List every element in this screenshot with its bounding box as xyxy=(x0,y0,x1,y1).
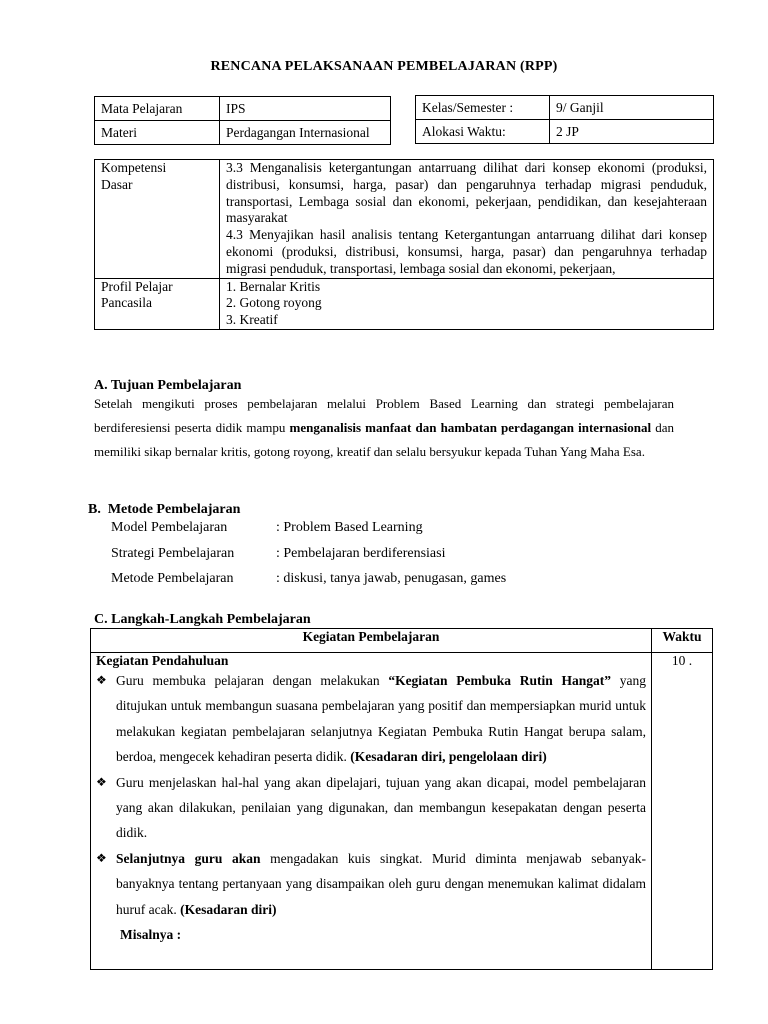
activity-column-header: Kegiatan Pembelajaran xyxy=(91,629,652,653)
method-row xyxy=(111,541,671,567)
bullet-icon: ❖ xyxy=(96,673,107,687)
steps-row xyxy=(91,653,713,970)
steps-table xyxy=(90,628,713,970)
info-value: Perdagangan Internasional xyxy=(220,121,391,145)
info-value: IPS xyxy=(220,97,391,121)
profil-label-line2: Pancasila xyxy=(101,295,152,311)
example-label: Misalnya : xyxy=(120,927,182,943)
list-item xyxy=(96,770,646,846)
section-a-paragraph xyxy=(94,392,674,463)
bullet-icon: ❖ xyxy=(96,774,107,789)
info-row-time xyxy=(416,120,714,144)
bullet-icon: ❖ xyxy=(96,850,107,865)
competency-table xyxy=(94,159,714,330)
kd-4-3: 4.3 Menyajikan hasil analisis tentang Ketergantungan antarruang dilihat dari konsep ekonomi (produksi, distribusi, konsumsi, harga, pasar) dan pengaruhnya terhadap migrasi penduduk, transportasi, lembaga sosial dan ekonomi, pekerjaan, xyxy=(226,227,707,276)
method-label: Strategi Pembelajaran xyxy=(111,545,235,561)
objective-bold: menganalisis manfaat dan hambatan perdagangan internasional xyxy=(289,419,652,435)
profil-content xyxy=(220,278,714,329)
activity-cell xyxy=(91,653,652,970)
section-a-heading: A. Tujuan Pembelajaran xyxy=(94,378,242,393)
kd-label xyxy=(95,160,220,279)
info-label: Alokasi Waktu: xyxy=(416,120,550,144)
profil-item: 3. Kreatif xyxy=(226,312,278,328)
steps-header-row xyxy=(91,629,713,653)
kd-label-line1: Kompetensi xyxy=(101,160,167,175)
method-list xyxy=(111,515,671,592)
profil-label xyxy=(95,278,220,329)
bullet-text: Guru membuka pelajaran dengan melakukan “Kegiatan Pembuka Rutin Hangat” yang ditujukan untuk membangun suasana pembelajaran yang positif dan mempersiapkan murid untuk melakukan kegiatan pembelajaran selanjutnya Kegiatan Pembuka Rutin Hangat berupa salam, berdoa, mengecek kehadiran peserta didik. (Kesadaran diri, pengelolaan diri) xyxy=(116,673,647,765)
info-label: Materi xyxy=(95,121,220,145)
kd-label-line2: Dasar xyxy=(101,176,133,192)
info-row-class xyxy=(416,96,714,120)
list-item xyxy=(96,846,646,922)
objective-text-end: dan memiliki sikap bernalar kritis, gotong royong, kreatif dan selalu bersyukur kepada Tuhan Yang Maha Esa. xyxy=(94,419,674,459)
section-c-heading: C. Langkah-Langkah Pembelajaran xyxy=(94,612,311,627)
profil-label-line1: Profil Pelajar xyxy=(101,278,173,294)
section-b-heading: B. Metode Pembelajaran xyxy=(88,502,241,517)
method-label: Model Pembelajaran xyxy=(111,520,228,535)
document-title: RENCANA PELAKSANAAN PEMBELAJARAN (RPP) xyxy=(210,59,558,74)
info-table-left xyxy=(94,96,391,145)
bullet-text: Selanjutnya guru akan mengadakan kuis singkat. Murid diminta menjawab sebanyak-banyaknya tentang pertanyaan yang disampaikan oleh guru dengan menemukan kalimat didalam huruf acak. (Kesadaran diri) xyxy=(116,850,646,917)
info-label: Kelas/Semester : xyxy=(416,96,550,120)
profil-item: 2. Gotong royong xyxy=(226,295,322,311)
info-row-material xyxy=(95,121,391,145)
kd-3-3: 3.3 Menganalisis ketergantungan antarruang dilihat dari konsep ekonomi (produksi, distribusi, konsumsi, harga, pasar) dan pengaruhnya terhadap migrasi penduduk, transportasi, Lembaga sosial dan ekonomi, pekerjaan, pendidikan, dan kesejahteraan masyarakat xyxy=(226,160,707,226)
method-label: Metode Pembelajaran xyxy=(111,571,234,586)
list-item xyxy=(96,668,646,770)
info-label: Mata Pelajaran xyxy=(95,97,220,121)
time-cell: 10 . xyxy=(652,653,713,970)
objective-text: Setelah mengikuti proses pembelajaran melalui Problem Based Learning dan strategi pembelajaran berdiferesiensi peserta didik mampu xyxy=(94,396,674,435)
method-value: : Pembelajaran berdiferensiasi xyxy=(276,545,446,561)
profil-item: 1. Bernalar Kritis xyxy=(226,278,321,294)
kd-content xyxy=(220,160,714,279)
info-value: 9/ Ganjil xyxy=(550,96,714,120)
method-value: : Problem Based Learning xyxy=(276,520,423,535)
method-row xyxy=(111,566,671,592)
phase-title: Kegiatan Pendahuluan xyxy=(96,653,229,668)
bullet-text: Guru menjelaskan hal-hal yang akan dipelajari, tujuan yang akan dicapai, model pembelajaran yang akan dilakukan, penilaian yang digunakan, dan membangun kesepakatan dengan peserta didik. xyxy=(116,774,646,841)
profil-row xyxy=(95,278,714,329)
info-table-right xyxy=(415,95,714,144)
kd-row xyxy=(95,160,714,279)
method-row xyxy=(111,515,671,541)
info-value: 2 JP xyxy=(550,120,714,144)
method-value: : diskusi, tanya jawab, penugasan, games xyxy=(276,571,507,586)
info-row-subject xyxy=(95,97,391,121)
time-column-header: Waktu xyxy=(652,629,713,653)
